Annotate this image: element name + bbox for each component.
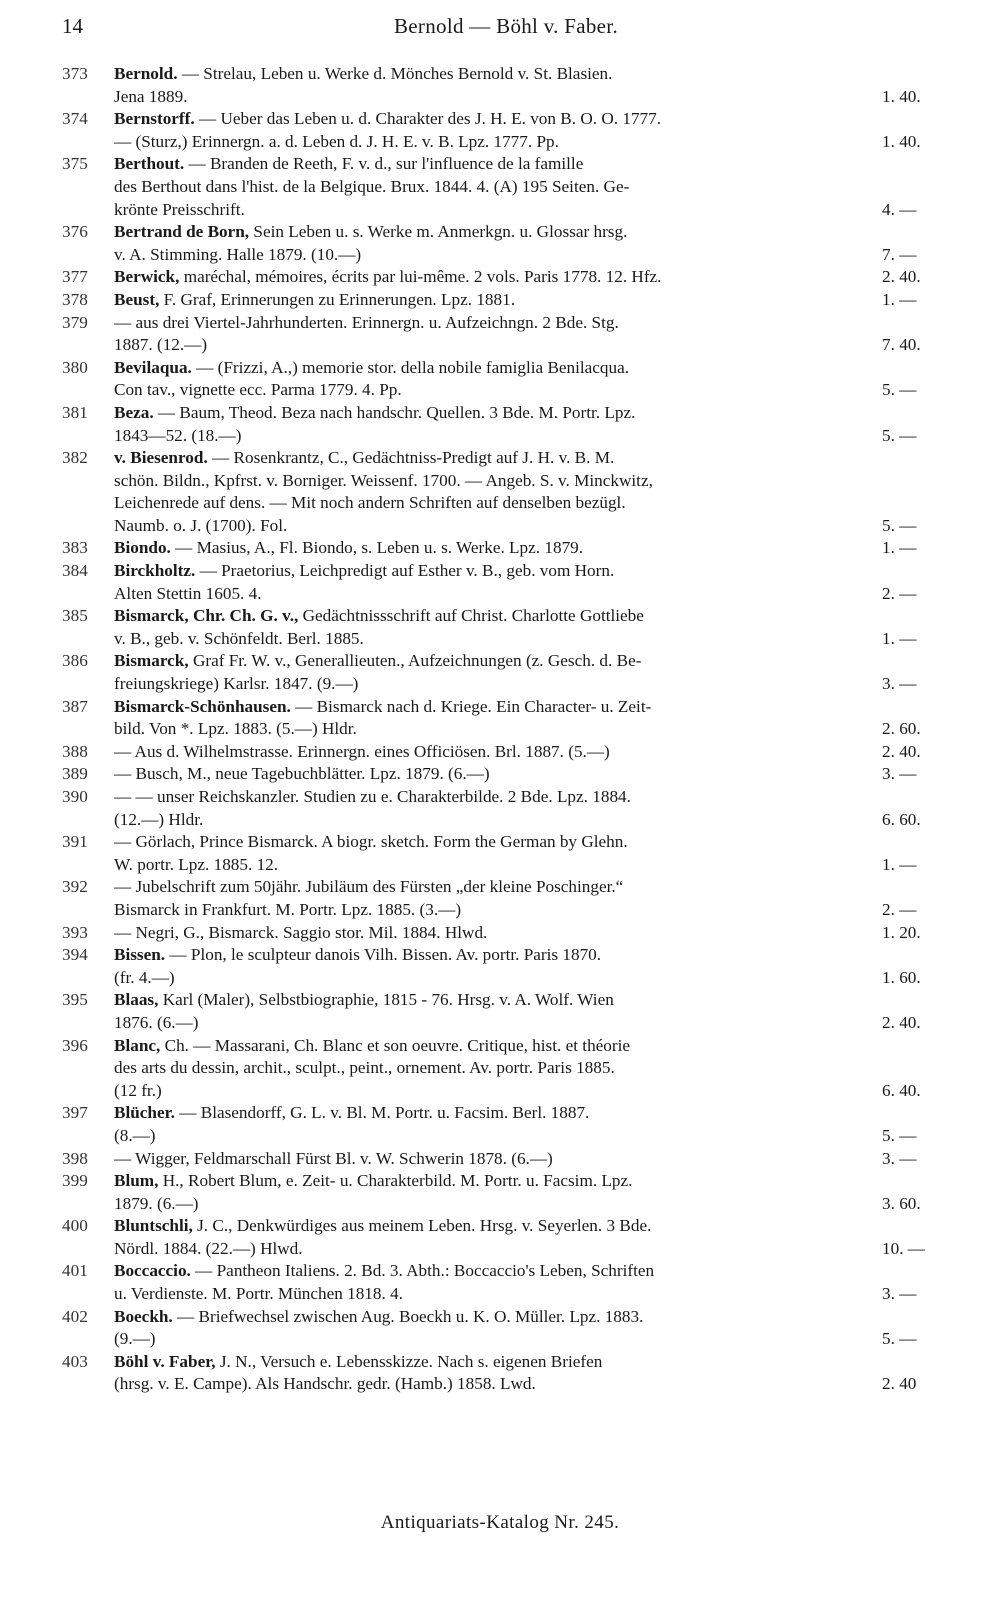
entry-text	[114, 1238, 880, 1261]
entry-line	[62, 153, 950, 176]
entry-text	[114, 786, 880, 809]
page-header	[62, 14, 950, 44]
entry-description: Gedächtnissschrift auf Christ. Charlotte Gottliebe	[298, 606, 644, 626]
entry-price: 4. —	[882, 199, 917, 219]
entry-headword: Bismarck-Schönhausen.	[114, 696, 291, 716]
entry-line	[62, 628, 950, 651]
entry-description: — Baum, Theod. Beza nach handschr. Quellen. 3 Bde. M. Portr. Lpz.	[153, 402, 636, 422]
entry-number: 387	[62, 696, 88, 716]
entry-price: 1. —	[882, 854, 917, 874]
catalog-entry	[62, 312, 950, 357]
entry-line	[62, 696, 950, 719]
catalog-entry	[62, 266, 950, 289]
entry-text	[114, 1283, 880, 1306]
entry-description: — Ueber das Leben u. d. Charakter des J. H. E. von B. O. O. 1777.	[194, 109, 662, 129]
entry-price: 3. —	[882, 674, 917, 694]
catalog-entry	[62, 537, 950, 560]
entry-text	[114, 673, 880, 696]
catalog-entry	[62, 1148, 950, 1171]
entry-line	[62, 1102, 950, 1125]
entry-price: 3. —	[882, 764, 917, 784]
entry-line	[62, 63, 950, 86]
entry-line	[62, 1373, 950, 1396]
entry-number: 385	[62, 606, 88, 626]
entry-description: bild. Von *. Lpz. 1883. (5.—) Hldr.	[114, 719, 357, 739]
entry-description: (fr. 4.—)	[114, 967, 175, 987]
entry-description: Jena 1889.	[114, 86, 188, 106]
entry-description: 1887. (12.—)	[114, 335, 208, 355]
entry-headword: Biondo.	[114, 538, 171, 558]
catalog-entries	[62, 63, 950, 1396]
entry-text	[114, 1035, 880, 1058]
entry-description: — Rosenkrantz, C., Gedächtniss-Predigt auf J. H. v. B. M.	[207, 448, 615, 468]
entry-text	[114, 221, 880, 244]
entry-description: — (Sturz,) Erinnergn. a. d. Leben d. J. H. E. v. B. Lpz. 1777. Pp.	[114, 131, 559, 151]
entry-text	[114, 470, 880, 493]
entry-price: 1. 60.	[882, 967, 921, 987]
entry-line	[62, 1012, 950, 1035]
entry-line	[62, 786, 950, 809]
entry-headword: Bluntschli,	[114, 1216, 193, 1236]
entry-number: 400	[62, 1216, 88, 1236]
catalog-entry	[62, 1035, 950, 1103]
entry-number: 403	[62, 1351, 88, 1371]
entry-line	[62, 515, 950, 538]
entry-text	[114, 131, 880, 154]
entry-number: 379	[62, 312, 88, 332]
entry-line	[62, 289, 950, 312]
entry-text	[114, 289, 880, 312]
entry-price: 6. 40.	[882, 1080, 921, 1100]
entry-description: — Masius, A., Fl. Biondo, s. Leben u. s. Werke. Lpz. 1879.	[170, 538, 584, 558]
entry-line	[62, 1170, 950, 1193]
entry-text	[114, 357, 880, 380]
catalog-entry	[62, 289, 950, 312]
entry-number: 399	[62, 1171, 88, 1191]
catalog-entry	[62, 876, 950, 921]
entry-price: 2. 40	[882, 1374, 917, 1394]
entry-description: — Negri, G., Bismarck. Saggio stor. Mil. 1884. Hlwd.	[114, 922, 488, 942]
entry-text	[114, 153, 880, 176]
entry-number: 373	[62, 64, 88, 83]
entry-number: 396	[62, 1035, 88, 1055]
entry-text	[114, 922, 880, 945]
entry-line	[62, 1193, 950, 1216]
entry-line	[62, 492, 950, 515]
entry-text	[114, 1215, 880, 1238]
entry-headword: Blaas,	[114, 990, 159, 1010]
entry-description: — Praetorius, Leichpredigt auf Esther v. B., geb. vom Horn.	[195, 561, 615, 581]
entry-number: 377	[62, 267, 88, 287]
entry-number: 390	[62, 787, 88, 806]
entry-text	[114, 537, 880, 560]
entry-line	[62, 718, 950, 741]
entry-price: 2. 40.	[882, 267, 921, 287]
catalog-entry	[62, 989, 950, 1034]
entry-price: 3. 60.	[882, 1193, 921, 1213]
entry-description: krönte Preisschrift.	[114, 199, 245, 219]
entry-headword: Beza.	[114, 402, 154, 422]
entry-text	[114, 199, 880, 222]
entry-headword: Boeckh.	[114, 1306, 173, 1326]
entry-text	[114, 967, 880, 990]
entry-headword: Bevilaqua.	[114, 357, 192, 377]
entry-headword: Berwick,	[114, 267, 180, 287]
entry-description: — aus drei Viertel-Jahrhunderten. Erinnergn. u. Aufzeichngn. 2 Bde. Stg.	[114, 312, 619, 332]
entry-description: — Aus d. Wilhelmstrasse. Erinnergn. eines Officiösen. Brl. 1887. (5.—)	[114, 741, 610, 761]
catalog-entry	[62, 741, 950, 764]
entry-description: Sein Leben u. s. Werke m. Anmerkgn. u. Glossar hrsg.	[249, 222, 628, 242]
entry-text	[114, 515, 880, 538]
entry-line	[62, 357, 950, 380]
entry-line	[62, 537, 950, 560]
entry-description: des arts du dessin, archit., sculpt., peint., ornement. Av. portr. Paris 1885.	[114, 1058, 615, 1078]
catalog-entry	[62, 447, 950, 537]
entry-text	[114, 763, 880, 786]
entry-line	[62, 583, 950, 606]
entry-text	[114, 86, 880, 109]
entry-description: — Blasendorff, G. L. v. Bl. M. Portr. u. Facsim. Berl. 1887.	[174, 1103, 590, 1123]
entry-line	[62, 967, 950, 990]
entry-description: — Plon, le sculpteur danois Vilh. Bissen. Av. portr. Paris 1870.	[165, 945, 602, 965]
entry-line	[62, 447, 950, 470]
entry-number: 386	[62, 651, 88, 671]
entry-description: — Busch, M., neue Tagebuchblätter. Lpz. 1879. (6.—)	[114, 764, 490, 784]
entry-price: 2. 40.	[882, 741, 921, 761]
entry-description: — (Frizzi, A.,) memorie stor. della nobile famiglia Benilacqua.	[191, 357, 630, 377]
entry-number: 389	[62, 764, 88, 784]
entry-description: — Briefwechsel zwischen Aug. Boeckh u. K. O. Müller. Lpz. 1883.	[172, 1306, 644, 1326]
entry-description: Bismarck in Frankfurt. M. Portr. Lpz. 1885. (3.—)	[114, 899, 462, 919]
entry-price: 10. —	[882, 1238, 925, 1258]
entry-headword: Blum,	[114, 1171, 159, 1191]
entry-text	[114, 1148, 880, 1171]
entry-description: (12.—) Hldr.	[114, 809, 204, 829]
entry-line	[62, 876, 950, 899]
entry-description: Nördl. 1884. (22.—) Hlwd.	[114, 1238, 303, 1258]
entry-description: H., Robert Blum, e. Zeit- u. Charakterbild. M. Portr. u. Facsim. Lpz.	[158, 1171, 633, 1191]
entry-number: 381	[62, 402, 88, 422]
entry-text	[114, 1125, 880, 1148]
entry-price: 5. —	[882, 425, 917, 445]
catalog-entry	[62, 1306, 950, 1351]
entry-text	[114, 402, 880, 425]
entry-description: 1876. (6.—)	[114, 1012, 199, 1032]
entry-text	[114, 1373, 880, 1396]
entry-price: 2. —	[882, 899, 917, 919]
entry-text	[114, 989, 880, 1012]
entry-headword: Bernstorff.	[114, 109, 195, 129]
entry-description: (hrsg. v. E. Campe). Als Handschr. gedr. (Hamb.) 1858. Lwd.	[114, 1374, 536, 1394]
entry-text	[114, 605, 880, 628]
entry-description: Karl (Maler), Selbstbiographie, 1815 - 76. Hrsg. v. A. Wolf. Wien	[158, 990, 614, 1010]
entry-line	[62, 86, 950, 109]
catalog-entry	[62, 108, 950, 153]
entry-number: 394	[62, 945, 88, 965]
entry-text	[114, 718, 880, 741]
entry-line	[62, 1080, 950, 1103]
entry-text	[114, 831, 880, 854]
catalog-entry	[62, 1215, 950, 1260]
entry-headword: Böhl v. Faber,	[114, 1351, 216, 1371]
entry-price: 7. 40.	[882, 335, 921, 355]
entry-number: 383	[62, 538, 88, 558]
entry-number: 402	[62, 1306, 88, 1326]
entry-headword: Bismarck, Chr. Ch. G. v.,	[114, 606, 299, 626]
entry-headword: Bismarck,	[114, 651, 189, 671]
page-number: 14	[62, 14, 83, 38]
entry-line	[62, 1215, 950, 1238]
catalog-entry	[62, 831, 950, 876]
entry-description: schön. Bildn., Kpfrst. v. Borniger. Weissenf. 1700. — Angeb. S. v. Minckwitz,	[114, 470, 653, 490]
entry-line	[62, 470, 950, 493]
entry-text	[114, 560, 880, 583]
entry-line	[62, 334, 950, 357]
entry-text	[114, 628, 880, 651]
entry-text	[114, 650, 880, 673]
entry-headword: Beust,	[114, 289, 160, 309]
entry-line	[62, 312, 950, 335]
catalog-entry	[62, 1351, 950, 1396]
catalog-entry	[62, 357, 950, 402]
entry-description: (8.—)	[114, 1125, 156, 1145]
entry-number: 382	[62, 448, 88, 468]
entry-text	[114, 899, 880, 922]
entry-line	[62, 673, 950, 696]
entry-number: 380	[62, 357, 88, 377]
entry-line	[62, 560, 950, 583]
entry-description: J. C., Denkwürdiges aus meinem Leben. Hrsg. v. Seyerlen. 3 Bde.	[192, 1216, 652, 1236]
entry-description: — Jubelschrift zum 50jähr. Jubiläum des Fürsten „der kleine Poschinger.“	[114, 877, 624, 897]
entry-line	[62, 1125, 950, 1148]
entry-line	[62, 402, 950, 425]
entry-text	[114, 108, 880, 131]
entry-number: 395	[62, 990, 88, 1010]
entry-text	[114, 425, 880, 448]
entry-description: Leichenrede auf dens. — Mit noch andern Schriften auf denselben bezügl.	[114, 493, 626, 513]
entry-price: 2. 60.	[882, 719, 921, 739]
entry-description: (12 fr.)	[114, 1080, 162, 1100]
entry-text	[114, 1057, 880, 1080]
entry-text	[114, 696, 880, 719]
entry-number: 388	[62, 741, 88, 761]
entry-line	[62, 605, 950, 628]
entry-text	[114, 1306, 880, 1329]
entry-price: 2. —	[882, 583, 917, 603]
entry-description: v. A. Stimming. Halle 1879. (10.—)	[114, 244, 362, 264]
catalog-entry	[62, 650, 950, 695]
entry-description: (9.—)	[114, 1329, 156, 1349]
entry-line	[62, 1148, 950, 1171]
entry-line	[62, 650, 950, 673]
entry-description: 1843—52. (18.—)	[114, 425, 242, 445]
entry-line	[62, 989, 950, 1012]
entry-price: 1. —	[882, 628, 917, 648]
entry-text	[114, 492, 880, 515]
entry-line	[62, 176, 950, 199]
catalog-entry	[62, 221, 950, 266]
entry-line	[62, 379, 950, 402]
entry-description: u. Verdienste. M. Portr. München 1818. 4.	[114, 1284, 403, 1304]
catalog-entry	[62, 944, 950, 989]
catalog-entry	[62, 696, 950, 741]
entry-price: 5. —	[882, 1125, 917, 1145]
catalog-entry	[62, 605, 950, 650]
entry-headword: Bissen.	[114, 945, 166, 965]
catalog-entry	[62, 1170, 950, 1215]
entry-line	[62, 809, 950, 832]
entry-headword: Birckholtz.	[114, 561, 196, 581]
catalog-entry	[62, 786, 950, 831]
entry-text	[114, 1080, 880, 1103]
entry-description: Con tav., vignette ecc. Parma 1779. 4. Pp.	[114, 380, 402, 400]
entry-text	[114, 1328, 880, 1351]
entry-description: 1879. (6.—)	[114, 1193, 199, 1213]
entry-description: — Branden de Reeth, F. v. d., sur l'influence de la famille	[184, 154, 584, 174]
entry-text	[114, 854, 880, 877]
entry-headword: v. Biesenrod.	[114, 448, 208, 468]
entry-line	[62, 1328, 950, 1351]
entry-headword: Berthout.	[114, 154, 185, 174]
entry-number: 378	[62, 289, 88, 309]
entry-number: 376	[62, 222, 88, 242]
entry-line	[62, 944, 950, 967]
entry-description: Graf Fr. W. v., Generallieuten., Aufzeichnungen (z. Gesch. d. Be-	[188, 651, 642, 671]
entry-description: maréchal, mémoires, écrits par lui-même. 2 vols. Paris 1778. 12. Hfz.	[179, 267, 662, 287]
entry-description: — Wigger, Feldmarschall Fürst Bl. v. W. Schwerin 1878. (6.—)	[114, 1148, 553, 1168]
catalog-entry	[62, 763, 950, 786]
catalog-entry	[62, 560, 950, 605]
entry-price: 2. 40.	[882, 1012, 921, 1032]
catalog-entry	[62, 922, 950, 945]
entry-price: 1. 40.	[882, 131, 921, 151]
catalog-entry	[62, 63, 950, 108]
page-footer: Antiquariats-Katalog Nr. 245.	[380, 1512, 620, 1533]
entry-number: 391	[62, 832, 88, 852]
entry-text	[114, 1170, 880, 1193]
entry-text	[114, 1260, 880, 1283]
entry-text	[114, 1351, 880, 1374]
entry-headword: Bernold.	[114, 64, 178, 83]
entry-description: — Strelau, Leben u. Werke d. Mönches Bernold v. St. Blasien.	[177, 64, 613, 83]
entry-number: 401	[62, 1261, 88, 1281]
entry-headword: Boccaccio.	[114, 1261, 191, 1281]
catalog-entry	[62, 153, 950, 221]
entry-number: 375	[62, 154, 88, 174]
entry-line	[62, 831, 950, 854]
entry-line	[62, 1238, 950, 1261]
entry-price: 3. —	[882, 1148, 917, 1168]
entry-description: freiungskriege) Karlsr. 1847. (9.—)	[114, 674, 359, 694]
entry-number: 392	[62, 877, 88, 897]
entry-price: 7. —	[882, 244, 917, 264]
entry-line	[62, 266, 950, 289]
entry-number: 374	[62, 109, 88, 129]
entry-price: 6. 60.	[882, 809, 921, 829]
entry-line	[62, 1351, 950, 1374]
entry-description: W. portr. Lpz. 1885. 12.	[114, 854, 279, 874]
entry-price: 1. 40.	[882, 86, 921, 106]
entry-text	[114, 334, 880, 357]
entry-text	[114, 809, 880, 832]
entry-number: 384	[62, 561, 88, 581]
entry-headword: Blanc,	[114, 1035, 161, 1055]
entry-text	[114, 63, 880, 86]
entry-line	[62, 854, 950, 877]
entry-line	[62, 1260, 950, 1283]
entry-description: Ch. — Massarani, Ch. Blanc et son oeuvre. Critique, hist. et théorie	[160, 1035, 631, 1055]
entry-text	[114, 583, 880, 606]
entry-text	[114, 944, 880, 967]
entry-description: F. Graf, Erinnerungen zu Erinnerungen. Lpz. 1881.	[159, 289, 516, 309]
entry-number: 398	[62, 1148, 88, 1168]
entry-number: 393	[62, 922, 88, 942]
entry-headword: Bertrand de Born,	[114, 222, 250, 242]
entry-text	[114, 244, 880, 267]
entry-line	[62, 1283, 950, 1306]
entry-line	[62, 741, 950, 764]
entry-line	[62, 425, 950, 448]
running-title: Bernold — Böhl v. Faber.	[394, 14, 618, 38]
catalog-entry	[62, 1260, 950, 1305]
entry-headword: Blücher.	[114, 1103, 175, 1123]
entry-price: 5. —	[882, 380, 917, 400]
entry-text	[114, 1012, 880, 1035]
catalog-entry	[62, 1102, 950, 1147]
entry-line	[62, 1057, 950, 1080]
entry-description: J. N., Versuch e. Lebensskizze. Nach s. eigenen Briefen	[215, 1351, 603, 1371]
entry-price: 1. —	[882, 289, 917, 309]
catalog-entry	[62, 402, 950, 447]
entry-line	[62, 221, 950, 244]
entry-text	[114, 1193, 880, 1216]
entry-line	[62, 1035, 950, 1058]
entry-price: 5. —	[882, 515, 917, 535]
entry-description: v. B., geb. v. Schönfeldt. Berl. 1885.	[114, 628, 364, 648]
entry-description: Naumb. o. J. (1700). Fol.	[114, 515, 288, 535]
entry-line	[62, 899, 950, 922]
entry-description: — Görlach, Prince Bismarck. A biogr. sketch. Form the German by Glehn.	[114, 832, 628, 852]
entry-text	[114, 447, 880, 470]
entry-line	[62, 244, 950, 267]
entry-text	[114, 312, 880, 335]
entry-price: 1. 20.	[882, 922, 921, 942]
entry-text	[114, 741, 880, 764]
entry-price: 3. —	[882, 1284, 917, 1304]
entry-line	[62, 199, 950, 222]
entry-text	[114, 176, 880, 199]
entry-description: Alten Stettin 1605. 4.	[114, 583, 262, 603]
entry-description: — Bismarck nach d. Kriege. Ein Character- u. Zeit-	[290, 696, 652, 716]
entry-price: 5. —	[882, 1329, 917, 1349]
entry-line	[62, 763, 950, 786]
entry-text	[114, 266, 880, 289]
entry-description: — Pantheon Italiens. 2. Bd. 3. Abth.: Boccaccio's Leben, Schriften	[190, 1261, 655, 1281]
entry-line	[62, 131, 950, 154]
entry-line	[62, 108, 950, 131]
entry-text	[114, 876, 880, 899]
entry-line	[62, 1306, 950, 1329]
entry-text	[114, 1102, 880, 1125]
entry-description: des Berthout dans l'hist. de la Belgique. Brux. 1844. 4. (A) 195 Seiten. Ge-	[114, 176, 630, 196]
entry-line	[62, 922, 950, 945]
entry-description: — — unser Reichskanzler. Studien zu e. Charakterbilde. 2 Bde. Lpz. 1884.	[114, 787, 631, 806]
entry-price: 1. —	[882, 538, 917, 558]
entry-text	[114, 379, 880, 402]
entry-number: 397	[62, 1103, 88, 1123]
